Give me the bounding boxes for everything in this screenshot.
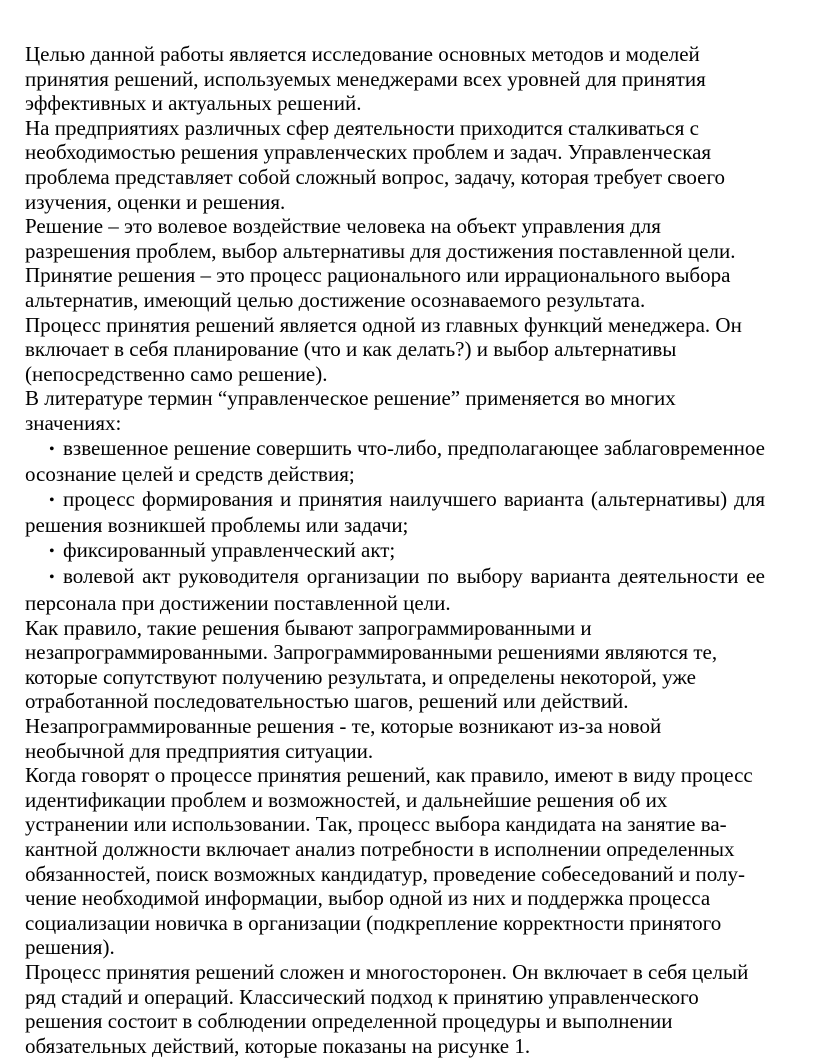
list-item-text: взвешенное решение совершить что-либо, предполагающее заблаговременное осознание целей и средств действия; bbox=[25, 435, 765, 487]
list-item bbox=[25, 538, 765, 565]
paragraph-classic-approach: Процесс принятия решений сложен и многосторонен. Он включает в себя целый ряд стадий и операций. Классический подход к принятию управленческого решения состоит в соблюдении определенной процедуры и выполнении обязательных действий, которые показаны на рисунке 1. bbox=[25, 959, 749, 1058]
paragraph-decision-definition: Решение – это волевое воздействие человека на объект управления для разрешения проблем, выбор альтернативы для достижения поставленной цели. bbox=[25, 214, 736, 263]
list-item bbox=[25, 436, 765, 487]
paragraph-term-meanings: В литературе термин “управленческое решение” применяется во многих значениях: bbox=[25, 386, 676, 435]
bullet-icon: • bbox=[49, 569, 55, 587]
bullet-icon: • bbox=[49, 542, 55, 560]
paragraph-manager-function: Процесс принятия решений является одной из главных функций менеджера. Он включает в себя планирование (что и как делать?) и выбор альтернативы (непосредственно само решение). bbox=[25, 312, 742, 386]
paragraph-programmed-decisions: Как правило, такие решения бывают запрограммированными и незапрограммированными. Запрограммированными решениями являются те, которые сопутствуют получению результата, и определены некоторой, уже отработанной последовательностью шагов, решений или действий. bbox=[25, 615, 718, 714]
list-item bbox=[25, 564, 765, 615]
paragraph-unprogrammed-decisions: Незапрограммированные решения - те, которые возникают из-за новой необычной для предприятия ситуации. bbox=[25, 714, 662, 763]
paragraph-management-problems: На предприятиях различных сфер деятельности приходится сталкиваться с необходимостью решения управленческих проблем и задач. Управленческая проблема представляет собой сложный вопрос, задачу, которая требует своего изучения, оценки и решения. bbox=[25, 115, 726, 214]
meanings-list bbox=[25, 436, 765, 616]
paragraph-decision-process: Когда говорят о процессе принятия решений, как правило, имеют в виду процесс идентификации проблем и возможностей, и дальнейшие решения об их устранении или использовании. Так, процесс выбора кандидата на занятие ва-кантной должности включает анализ потребности в исполнении определенных обязанностей, поиск возможных кандидатур, проведение собеседований и полу-чение необходимой информации, выбор одной из них и поддержка процесса социализации новичка в организации (подкрепление корректности принятого решения). bbox=[25, 763, 753, 960]
bullet-icon: • bbox=[49, 491, 55, 509]
list-item-text: процесс формирования и принятия наилучшего варианта (альтернативы) для решения возникшей проблемы или задачи; bbox=[25, 486, 765, 538]
list-item bbox=[25, 487, 765, 538]
paragraph-decision-making-definition: Принятие решения – это процесс рационального или иррационального выбора альтернатив, имеющий целью достижение осознаваемого результата. bbox=[25, 263, 731, 312]
list-item-text: волевой акт руководителя организации по выбору варианта деятельности ее персонала при достижении поставленной цели. bbox=[25, 564, 765, 616]
document-page bbox=[25, 42, 765, 1058]
bullet-icon: • bbox=[49, 440, 55, 458]
list-item-text: фиксированный управленческий акт; bbox=[63, 537, 396, 562]
paragraph-purpose: Целью данной работы является исследование основных методов и моделей принятия решений, используемых менеджерами всех уровней для принятия эффективных и актуальных решений. bbox=[25, 42, 706, 116]
